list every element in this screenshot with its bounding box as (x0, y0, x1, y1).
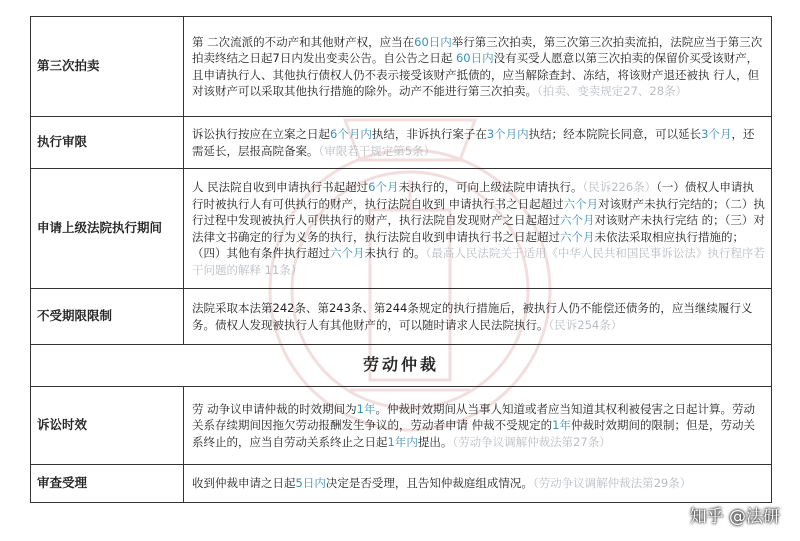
law-reference: （劳动争议调解仲裁法第27条） (452, 434, 611, 449)
row-label: 审查受理 (31, 465, 184, 503)
table-row (31, 289, 772, 345)
body-text: （一）债权人申请执行时被执行人有可供执行的财产，执行法院自收到 申请执行书之日起超过 (192, 180, 754, 211)
highlight-text: 1年内 (387, 434, 418, 449)
law-reference: （最高人民法院关于适用《中华人民共和国民事诉讼法》执行程序若干问题的解释 11条） (192, 246, 765, 277)
table-row (31, 17, 772, 117)
regulation-table (30, 16, 772, 503)
body-text: 未执行的，可向上级法院申请执行。 (398, 180, 583, 194)
body-text: 举行第三次拍卖，第三次第三次拍卖流拍，法院应当于第三次拍卖终结之日起7日内发出变卖公告。自公告之日起 (192, 34, 763, 65)
row-content (184, 289, 772, 345)
highlight-text: 3个月 (701, 127, 732, 141)
law-reference: （拍卖、变卖规定27、28条） (537, 84, 688, 98)
body-text: 对该财产未执行完结的；（二）执行过程中发现被执行人可供执行的财产，执行法院自发现财产之日起超过 (192, 196, 765, 227)
row-label: 不受期限限制 (31, 289, 184, 345)
body-text: 。仲裁时效期间从当事人知道或者应当知道其权利被侵害之日起计算。劳动关系存续期间因拖欠劳动报酬发生争议的，劳动者申请 仲裁不受规定的 (192, 401, 755, 433)
table-row (31, 169, 772, 289)
body-text: 对该财产未执行完结 的；（三）对法律文书确定的行为义务的执行，执行法院自收到申请执行书之日起超过 (192, 213, 765, 244)
highlight-text: 六个月 (560, 213, 595, 227)
highlight-text: 1年 (356, 401, 376, 416)
body-text: 未执行 的。 (364, 246, 426, 260)
body-text: 决定是否受理，且告知仲裁庭组成情况。 (325, 476, 533, 491)
row-label: 诉讼时效 (31, 387, 184, 465)
body-text: 仲裁时效期间的限制；但是，劳动关系终止的，应当自劳动关系终止之日起 (192, 418, 755, 449)
row-content (184, 387, 772, 465)
highlight-text: 1年 (552, 418, 571, 433)
brand-watermark: 知乎 @法研 (689, 507, 780, 527)
highlight-text: 3个月内 (486, 127, 529, 141)
row-content (184, 465, 772, 503)
highlight-text: 60日内 (455, 51, 494, 65)
body-text: 未依法采取相应执行措施的；（四）其他有条件执行超过 (192, 229, 744, 260)
row-content (184, 117, 772, 169)
body-text: 第 二次流派的不动产和其他财产权，应当在 (192, 34, 415, 49)
section-row (31, 345, 772, 387)
table-row (31, 465, 772, 503)
row-label: 申请上级法院执行期间 (31, 169, 184, 289)
law-reference: （民诉254条） (548, 317, 623, 332)
highlight-text: 6个月 (368, 180, 399, 194)
body-text: 没有买受人愿意以第三次拍卖的保留价买受该财产，且申请执行人、其他执行债权人仍不表示接受该财产抵债的，应当解除查封、冻结，将该财产退还被执 行人，但对该财产可以采取其他执行措施的除外。动产不能进行第三次拍卖。 (192, 51, 760, 98)
section-title: 劳动仲裁 (31, 345, 772, 387)
body-text: 人 民法院自收到申请执行书起超过 (192, 180, 369, 194)
law-reference: （审限若干规定第5条） (318, 143, 436, 158)
table-row (31, 117, 772, 169)
row-content (184, 169, 772, 289)
highlight-text: 六个月 (560, 229, 595, 244)
highlight-text: 6个月内 (330, 127, 372, 141)
body-text: 劳 动争议申请仲裁的时效期间为 (192, 401, 357, 416)
body-text: 执结，非诉执行案子在 (371, 127, 487, 141)
body-text: 提出。 (417, 434, 453, 449)
row-label: 第三次拍卖 (31, 17, 184, 117)
law-reference: （劳动争议调解仲裁法第29条） (532, 476, 692, 491)
row-content (184, 17, 772, 117)
row-label: 执行审限 (31, 117, 184, 169)
body-text: 诉讼执行按应在立案之日起 (192, 127, 330, 141)
body-text: 收到仲裁申请之日起 (192, 476, 296, 491)
body-text: 法院采取本法第242条、第243条、第244条规定的执行措施后，被执行人仍不能偿还债务的，应当继续履行义务。债权人发现被执行人有其他财产的，可以随时请求人民法院执行。 (192, 301, 753, 332)
highlight-text: 5日内 (295, 476, 326, 491)
highlight-text: 60日内 (414, 34, 452, 49)
law-reference: （民诉226条） (582, 180, 657, 194)
body-text: 执结；经本院院长同意，可以延长 (528, 127, 702, 141)
body-text: ，还需延长，层报高院备案。 (192, 127, 755, 158)
highlight-text: 六个月 (563, 196, 599, 211)
highlight-text: 六个月 (330, 246, 365, 260)
table-row (31, 387, 772, 465)
